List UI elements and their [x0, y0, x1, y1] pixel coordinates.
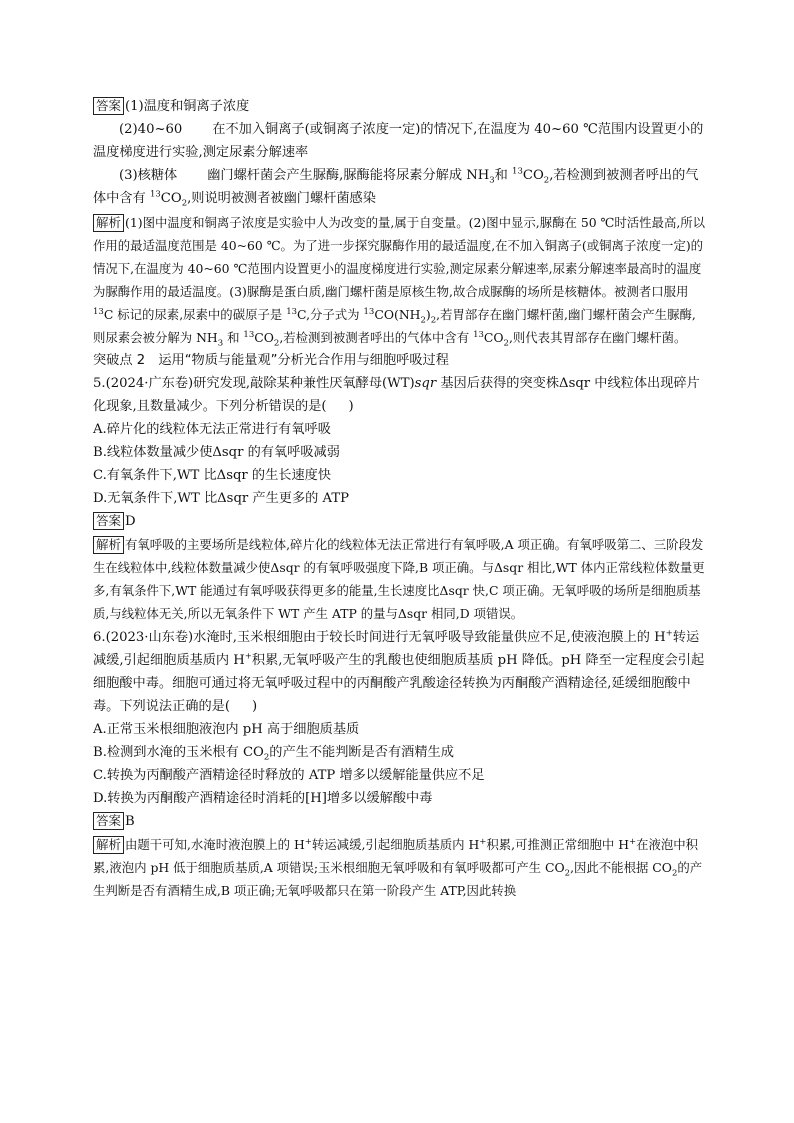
- question-5-option-b: B.线粒体数量减少使Δsqr 的有氧呼吸减弱: [93, 445, 340, 460]
- section-heading: 突破点 2 运用“物质与能量观”分析光合作用与细胞呼吸过程: [93, 353, 449, 368]
- question-5-answer: 答案 D: [93, 510, 707, 533]
- question-6-option-c: C.转换为丙酮酸产酒精途径时释放的 ATP 增多以缓解能量供应不足: [93, 768, 485, 783]
- question-6-stem: 6.(2023·山东卷)水淹时,玉米根细胞由于较长时间进行无氧呼吸导致能量供应不足,使液泡膜上的 H+转运减缓,引起细胞质基质内 H+积累,无氧呼吸产生的乳酸也使细胞质基质 pH 降低。pH 降至一定程度会引起细胞酸中毒。细胞可通过将无氧呼吸过程中的丙酮酸产乳酸途径转换为丙酮酸产酒精途径,延缓细胞酸中毒。下列说法正确的是( ): [93, 628, 705, 714]
- question-5-option-c: C.有氧条件下,WT 比Δsqr 的生长速度快: [93, 468, 332, 483]
- analysis-tag: 解析: [93, 536, 124, 554]
- question-6-option-a: A.正常玉米根细胞液泡内 pH 高于细胞质基质: [93, 722, 360, 737]
- answer-paragraph-2: (2)40~60 在不加入铜离子(或铜离子浓度一定)的情况下,在温度为 40~60 ℃范围内设置更小的温度梯度进行实验,测定尿素分解速率: [93, 122, 704, 160]
- question-6-option-b: B.检测到水淹的玉米根有 $CO_2$的产生不能判断是否有酒精生成: [93, 745, 454, 763]
- document-page: [93, 95, 707, 902]
- analysis-paragraph-1: 解析 (1)图中温度和铜离子浓度是实验中人为改变的量,属于自变量。(2)图中显示,脲酶在 50 ℃时活性最高,所以作用的最适温度范围是 40~60 ℃。为了进一步探究脲酶作用的最适温度,在不加入铜离子(或铜离子浓度一定)的情况下,在温度为 40~60 ℃范围内设置更小的温度梯度进行实验,测定尿素分解速率,尿素分解速率最高时的温度为脲酶作用的最适温度。(3)脲酶是蛋白质,幽门螺杆菌是原核生物,故合成脲酶的场所是核糖体。被测者口服用 $^{13}$C 标记的尿素,尿素中的碳原子是 $^{13}$C,分子式为 $^{13}CO(NH_2)_2$,若胃部存在幽门螺杆菌,幽门螺杆菌会产生脲酶,则尿素会被分解为 $NH_3$ 和 $^{13}CO_2$,若检测到被测者呼出的气体中含有 $^{13}CO_2$,则代表其胃部存在幽门螺杆菌。: [93, 215, 706, 349]
- answer-tag: 答案: [93, 512, 124, 530]
- answer-tag: 答案: [93, 97, 124, 115]
- answer-paragraph-1: 答案 (1)温度和铜离子浓度: [93, 95, 707, 118]
- answer-tag: 答案: [93, 812, 124, 830]
- question-6-analysis: 解析 由题干可知,水淹时液泡膜上的 H+转运减缓,引起细胞质基质内 H+积累,可推测正常细胞中 H+在液泡中积累,液泡内 pH 低于细胞质基质,A 项错误;玉米根细胞无氧呼吸和有氧呼吸都可产生 $CO_2$,因此不能根据 $CO_2$的产生判断是否有酒精生成,B 项正确;无氧呼吸都只在第一阶段产生 ATP,因此转换: [93, 836, 703, 898]
- question-5-analysis: 解析 有氧呼吸的主要场所是线粒体,碎片化的线粒体无法正常进行有氧呼吸,A 项正确。有氧呼吸第二、三阶段发生在线粒体中,线粒体数量减少使Δsqr 的有氧呼吸强度下降,B 项正确。与Δsqr 相比,WT 体内正常线粒体数量更多,有氧条件下,WT 能通过有氧呼吸获得更多的能量,生长速度比Δsqr 快,C 项正确。无氧呼吸的场所是细胞质基质,与线粒体无关,所以无氧条件下 WT 产生 ATP 的量与Δsqr 相同,D 项错误。: [93, 537, 705, 621]
- answer-paragraph-3: (3)核糖体 幽门螺杆菌会产生脲酶,脲酶能将尿素分解成 $NH_3$和 $^{13}CO_2$,若检测到被测者呼出的气体中含有 $^{13}CO_2$,则说明被测者被幽门螺杆菌感染: [93, 166, 699, 209]
- analysis-tag: 解析: [93, 836, 124, 854]
- question-6-option-d: D.转换为丙酮酸产酒精途径时消耗的[H]增多以缓解酸中毒: [93, 791, 433, 806]
- question-5-option-d: D.无氧条件下,WT 比Δsqr 产生更多的 ATP: [93, 491, 349, 506]
- question-5-stem: 5.(2024·广东卷)研究发现,敲除某种兼性厌氧酵母(WT)sqr 基因后获得的突变株Δsqr 中线粒体出现碎片化现象,且数量减少。下列分析错误的是( ): [93, 376, 700, 414]
- question-5-option-a: A.碎片化的线粒体无法正常进行有氧呼吸: [93, 422, 331, 437]
- analysis-tag: 解析: [93, 214, 124, 232]
- question-6-answer: 答案 B: [93, 810, 707, 833]
